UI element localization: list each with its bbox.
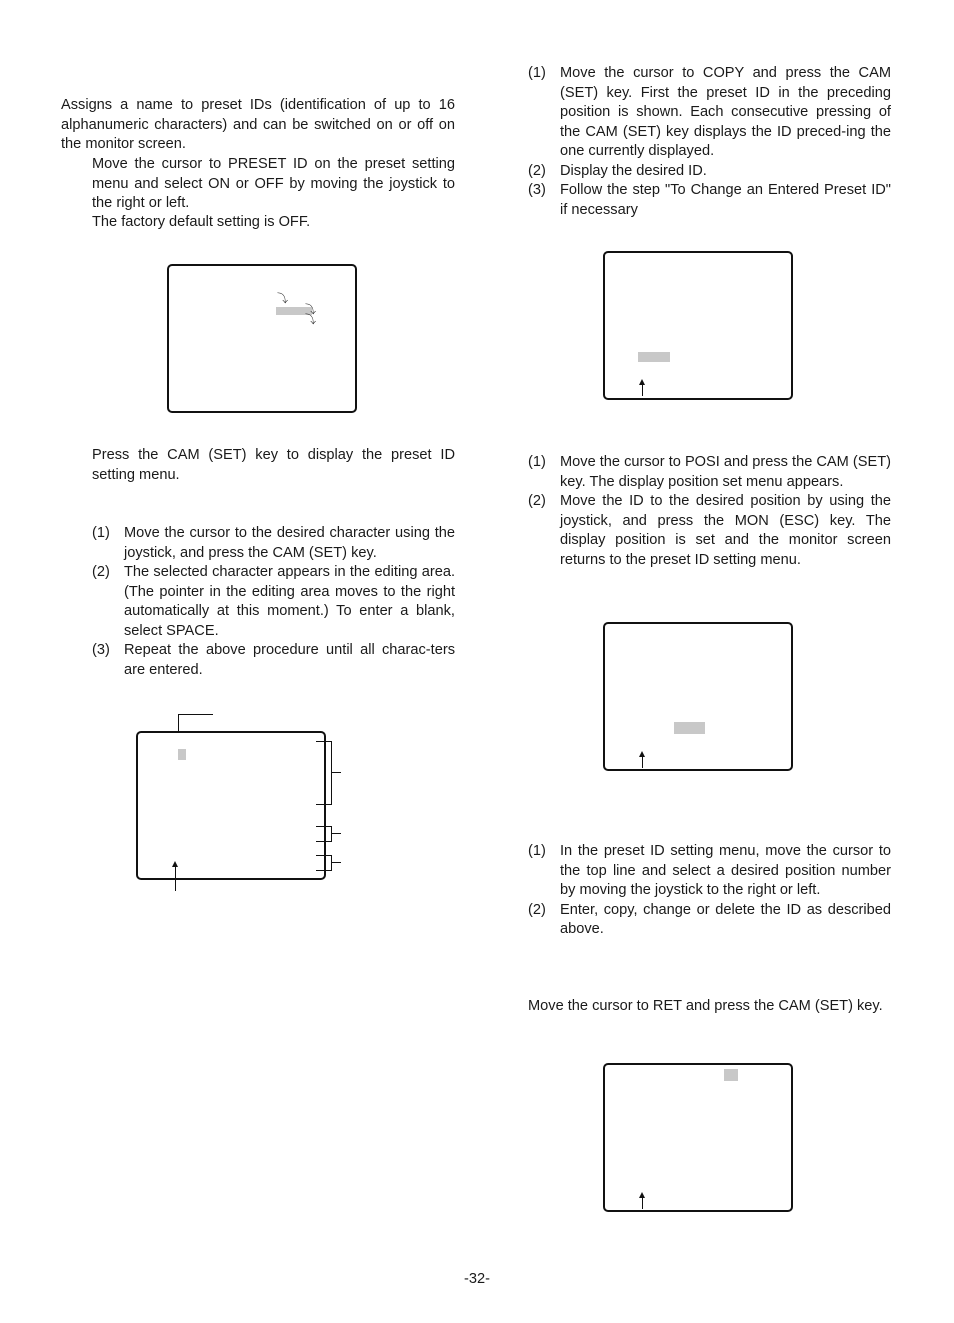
default-setting-note: The factory default setting is OFF. [92, 214, 311, 230]
bracket [316, 826, 332, 827]
entry-steps-list [92, 524, 455, 680]
monitor-screen-preset-setting [167, 264, 357, 413]
bracket [331, 741, 332, 805]
callout-line [332, 833, 341, 834]
menu-steps-list [528, 842, 891, 940]
bracket [316, 804, 332, 805]
return-arrow-icon: ⤵ [305, 303, 316, 316]
ret-instruction: Move the cursor to RET and press the CAM (SET) key. [528, 998, 883, 1014]
return-arrow-icon: ⤵ [277, 292, 288, 305]
list-item: (1) Move the cursor to the desired character using the joystick, and press the CAM (SET) key. [92, 525, 455, 561]
up-arrow-icon [642, 384, 643, 396]
bracket [316, 841, 332, 842]
page-number: -32- [464, 1271, 490, 1287]
bracket [316, 855, 332, 856]
list-item: (2) Move the ID to the desired position by using the joystick, and press the MON (ESC) key. The display position is set and the monitor screen returns to the preset ID setting menu. [528, 493, 891, 568]
editing-pointer [178, 749, 186, 760]
list-item: (3) Follow the step "To Change an Entered Preset ID" if necessary [528, 182, 891, 218]
intro-paragraph: Assigns a name to preset IDs (identification of up to 16 alphanumeric characters) and can be switched on or off on the monitor screen. [61, 97, 455, 152]
return-arrow-icon: ⤵ [305, 313, 316, 326]
callout-line [178, 714, 213, 715]
list-item: (2) Enter, copy, change or delete the ID as described above. [528, 901, 891, 937]
cursor-highlight [638, 352, 670, 362]
copy-steps-list [528, 64, 891, 220]
list-item: (2) The selected character appears in the editing area. (The pointer in the editing area moves to the right automatically at this moment.) To enter a blank, select SPACE. [92, 564, 455, 639]
preset-id-onoff-step: Move the cursor to PRESET ID on the preset setting menu and select ON or OFF by moving the joystick to the right or left. [92, 156, 455, 211]
id-position-highlight [674, 722, 705, 734]
monitor-screen-editing [136, 731, 326, 880]
monitor-screen-position [603, 622, 793, 771]
monitor-screen-copy [603, 251, 793, 400]
bracket [316, 870, 332, 871]
monitor-screen-ret [603, 1063, 793, 1212]
list-item: (2) Display the desired ID. [528, 162, 707, 179]
callout-line [332, 772, 341, 773]
posi-steps-list [528, 453, 891, 570]
callout-line [332, 862, 341, 863]
list-item: (1) Move the cursor to POSI and press the CAM (SET) key. The display position set menu appears. [528, 454, 891, 490]
bracket [331, 826, 332, 842]
up-arrow-icon [175, 866, 176, 891]
up-arrow-icon [642, 756, 643, 768]
list-item: (1) In the preset ID setting menu, move the cursor to the top line and select a desired position number by moving the joystick to the right or left. [528, 843, 891, 898]
press-cam-instruction: Press the CAM (SET) key to display the preset ID setting menu. [92, 447, 455, 483]
bracket [331, 855, 332, 871]
list-item: (3) Repeat the above procedure until all charac-ters are entered. [92, 642, 455, 678]
bracket [316, 741, 332, 742]
up-arrow-icon [642, 1197, 643, 1209]
list-item: (1) Move the cursor to COPY and press the CAM (SET) key. First the preset ID in the preceding position is shown. Each consecutive pressing of the CAM (SET) key displays the ID preced-ing the one currently displayed. [528, 65, 891, 159]
cursor-highlight [724, 1069, 738, 1081]
